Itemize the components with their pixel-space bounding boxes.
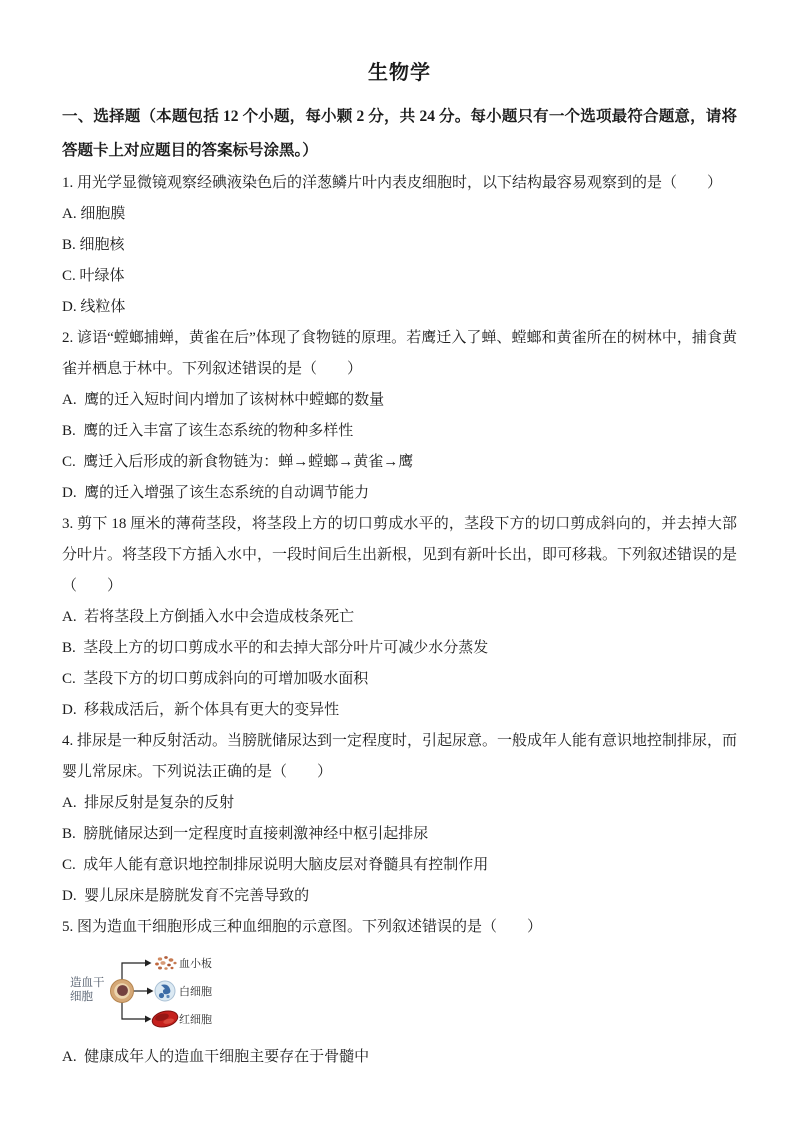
red-blood-cell-label: 红细胞: [179, 1014, 212, 1026]
option-b: B. 细胞核: [62, 237, 125, 253]
platelets-label: 血小板: [179, 958, 212, 970]
option-b: B. 膀胱储尿达到一定程度时直接刺激神经中枢引起排尿: [62, 826, 429, 842]
section-heading: 一、选择题（本题包括 12 个小题，每小颗 2 分，共 24 分。每小题只有一个选项最符合题意，请将答题卡上对应题目的答案标号涂黑。）: [62, 108, 737, 159]
branch-top-line: [122, 963, 145, 980]
option-c: C. 叶绿体: [62, 268, 125, 284]
arrowhead-middle-icon: [147, 988, 154, 995]
question-stem: 4. 排尿是一种反射活动。当膀胱储尿达到一定程度时，引起尿意。一般成年人能有意识地控制排尿，而婴儿常尿床。下列说法正确的是（ ）: [62, 733, 738, 780]
stem-cell-label-line2: 细胞: [70, 991, 93, 1003]
option-a: A. 若将茎段上方倒插入水中会造成枝条死亡: [62, 609, 355, 625]
arrowhead-top-icon: [145, 960, 152, 967]
question-stem: 3. 剪下 18 厘米的薄荷茎段，将茎段上方的切口剪成水平的，茎段下方的切口剪成斜向的，并去掉大部分叶片。将茎段下方插入水中，一段时间后生出新根，见到有新叶长出，即可移栽。下列叙述错误的是（ ）: [62, 516, 738, 594]
red-blood-cell-icon: [151, 1008, 180, 1029]
question-4: [62, 726, 737, 912]
option-d: D. 鹰的迁入增强了该生态系统的自动调节能力: [62, 485, 370, 501]
question-1: [62, 168, 737, 323]
question-5: [62, 912, 737, 1073]
question-2: [62, 323, 737, 509]
question-3: [62, 509, 737, 726]
platelets-icon: [155, 956, 177, 970]
stem-cell-label-line1: 造血干: [70, 977, 105, 989]
page-title: 生物学: [368, 62, 431, 84]
option-a: A. 鹰的迁入短时间内增加了该树林中螳螂的数量: [62, 392, 385, 408]
white-blood-cell-icon: [155, 981, 175, 1001]
blood-cell-diagram: [62, 943, 737, 1042]
option-c: C. 成年人能有意识地控制排尿说明大脑皮层对脊髓具有控制作用: [62, 857, 489, 873]
option-b: B. 鹰的迁入丰富了该生态系统的物种多样性: [62, 423, 354, 439]
option-b: B. 茎段上方的切口剪成水平的和去掉大部分叶片可减少水分蒸发: [62, 640, 489, 656]
option-d: D. 线粒体: [62, 299, 126, 315]
option-c: C. 茎段下方的切口剪成斜向的可增加吸水面积: [62, 671, 369, 687]
question-stem: 2. 谚语“螳螂捕蝉，黄雀在后”体现了食物链的原理。若鹰迁入了蝉、螳螂和黄雀所在的树林中，捕食黄雀并栖息于林中。下列叙述错误的是（ ）: [62, 330, 737, 377]
option-a: A. 细胞膜: [62, 206, 126, 222]
branch-bottom-line: [122, 1002, 145, 1019]
question-stem: 1. 用光学显微镜观察经碘液染色后的洋葱鳞片叶内表皮细胞时，以下结构最容易观察到的是（ ）: [62, 175, 723, 191]
option-d: D. 移栽成活后，新个体具有更大的变异性: [62, 702, 340, 718]
option-a: A. 健康成年人的造血干细胞主要存在于骨髓中: [62, 1049, 370, 1065]
stem-cell-icon: [111, 980, 134, 1003]
arrowhead-bottom-icon: [145, 1016, 152, 1023]
white-blood-cell-label: 白细胞: [179, 986, 212, 998]
question-stem: 5. 图为造血干细胞形成三种血细胞的示意图。下列叙述错误的是（ ）: [62, 919, 543, 935]
option-a: A. 排尿反射是复杂的反射: [62, 795, 235, 811]
option-d: D. 婴儿尿床是膀胱发育不完善导致的: [62, 888, 310, 904]
option-c: C. 鹰迁入后形成的新食物链为：蝉→螳螂→黄雀→鹰: [62, 454, 414, 470]
blood-cell-diagram-svg: [67, 952, 287, 1034]
